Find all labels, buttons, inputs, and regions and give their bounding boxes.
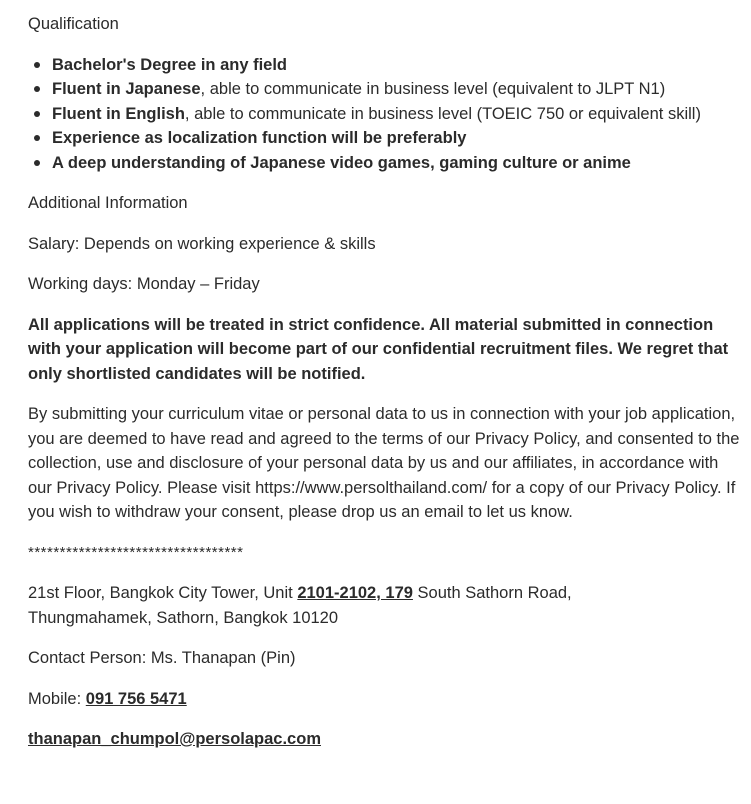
qualification-item-bold: Experience as localization function will be preferably: [52, 129, 467, 147]
working-days-text: Working days: Monday – Friday: [28, 275, 260, 293]
address-unit-link[interactable]: 2101-2102, 179: [297, 584, 413, 602]
qualification-list: [28, 53, 751, 176]
qualification-item: [52, 126, 751, 151]
qualification-item-bold: Bachelor's Degree in any field: [52, 55, 288, 74]
qualification-item: [52, 102, 751, 127]
email-link[interactable]: thanapan_chumpol@persolapac.com: [28, 730, 321, 748]
address-block: [28, 581, 751, 630]
contact-person: Contact Person: Ms. Thanapan (Pin): [28, 649, 296, 667]
privacy-policy-notice: By submitting your curriculum vitae or personal data to us in connection with your job application, you are deemed to have read and agreed to the terms of our Privacy Policy, and consented to the collection, use and disclosure of your personal data by us and our affiliates, in accordance with our Privacy Policy. Please visit https://www.persolthailand.com/ for a copy of our Privacy Policy. If you wish to withdraw your consent, please drop us an email to let us know.: [28, 405, 740, 521]
mobile-line: [28, 687, 751, 712]
confidentiality-notice: All applications will be treated in strict confidence. All material submitted in connection with your application will become part of our confidential recruitment files. We regret that only shortlisted candidates will be notified.: [28, 315, 729, 383]
salary-text: Salary: Depends on working experience & skills: [28, 234, 376, 253]
email-line: [28, 727, 751, 752]
address-prefix: 21st Floor, Bangkok City Tower, Unit: [28, 584, 298, 602]
mobile-label: Mobile:: [28, 689, 86, 708]
qualification-item-rest: , able to communicate in business level (equivalent to JLPT N1): [200, 80, 666, 98]
qualification-heading: Qualification: [28, 15, 119, 33]
qualification-item-rest: , able to communicate in business level (TOEIC 750 or equivalent skill): [184, 104, 701, 123]
qualification-item-bold: Fluent in English: [52, 104, 185, 123]
mobile-number-link[interactable]: 091 756 5471: [85, 689, 187, 708]
address-suffix: South Sathorn Road,: [412, 584, 572, 602]
additional-information-heading: Additional Information: [28, 194, 188, 212]
qualification-item: [52, 77, 751, 102]
address-line-2: Thungmahamek, Sathorn, Bangkok 10120: [28, 608, 339, 627]
qualification-item: [52, 151, 751, 176]
qualification-item-bold: Fluent in Japanese: [52, 80, 201, 98]
qualification-item-bold: A deep understanding of Japanese video games, gaming culture or anime: [52, 153, 631, 172]
separator-line: **********************************: [28, 543, 244, 561]
qualification-item: [52, 53, 751, 78]
